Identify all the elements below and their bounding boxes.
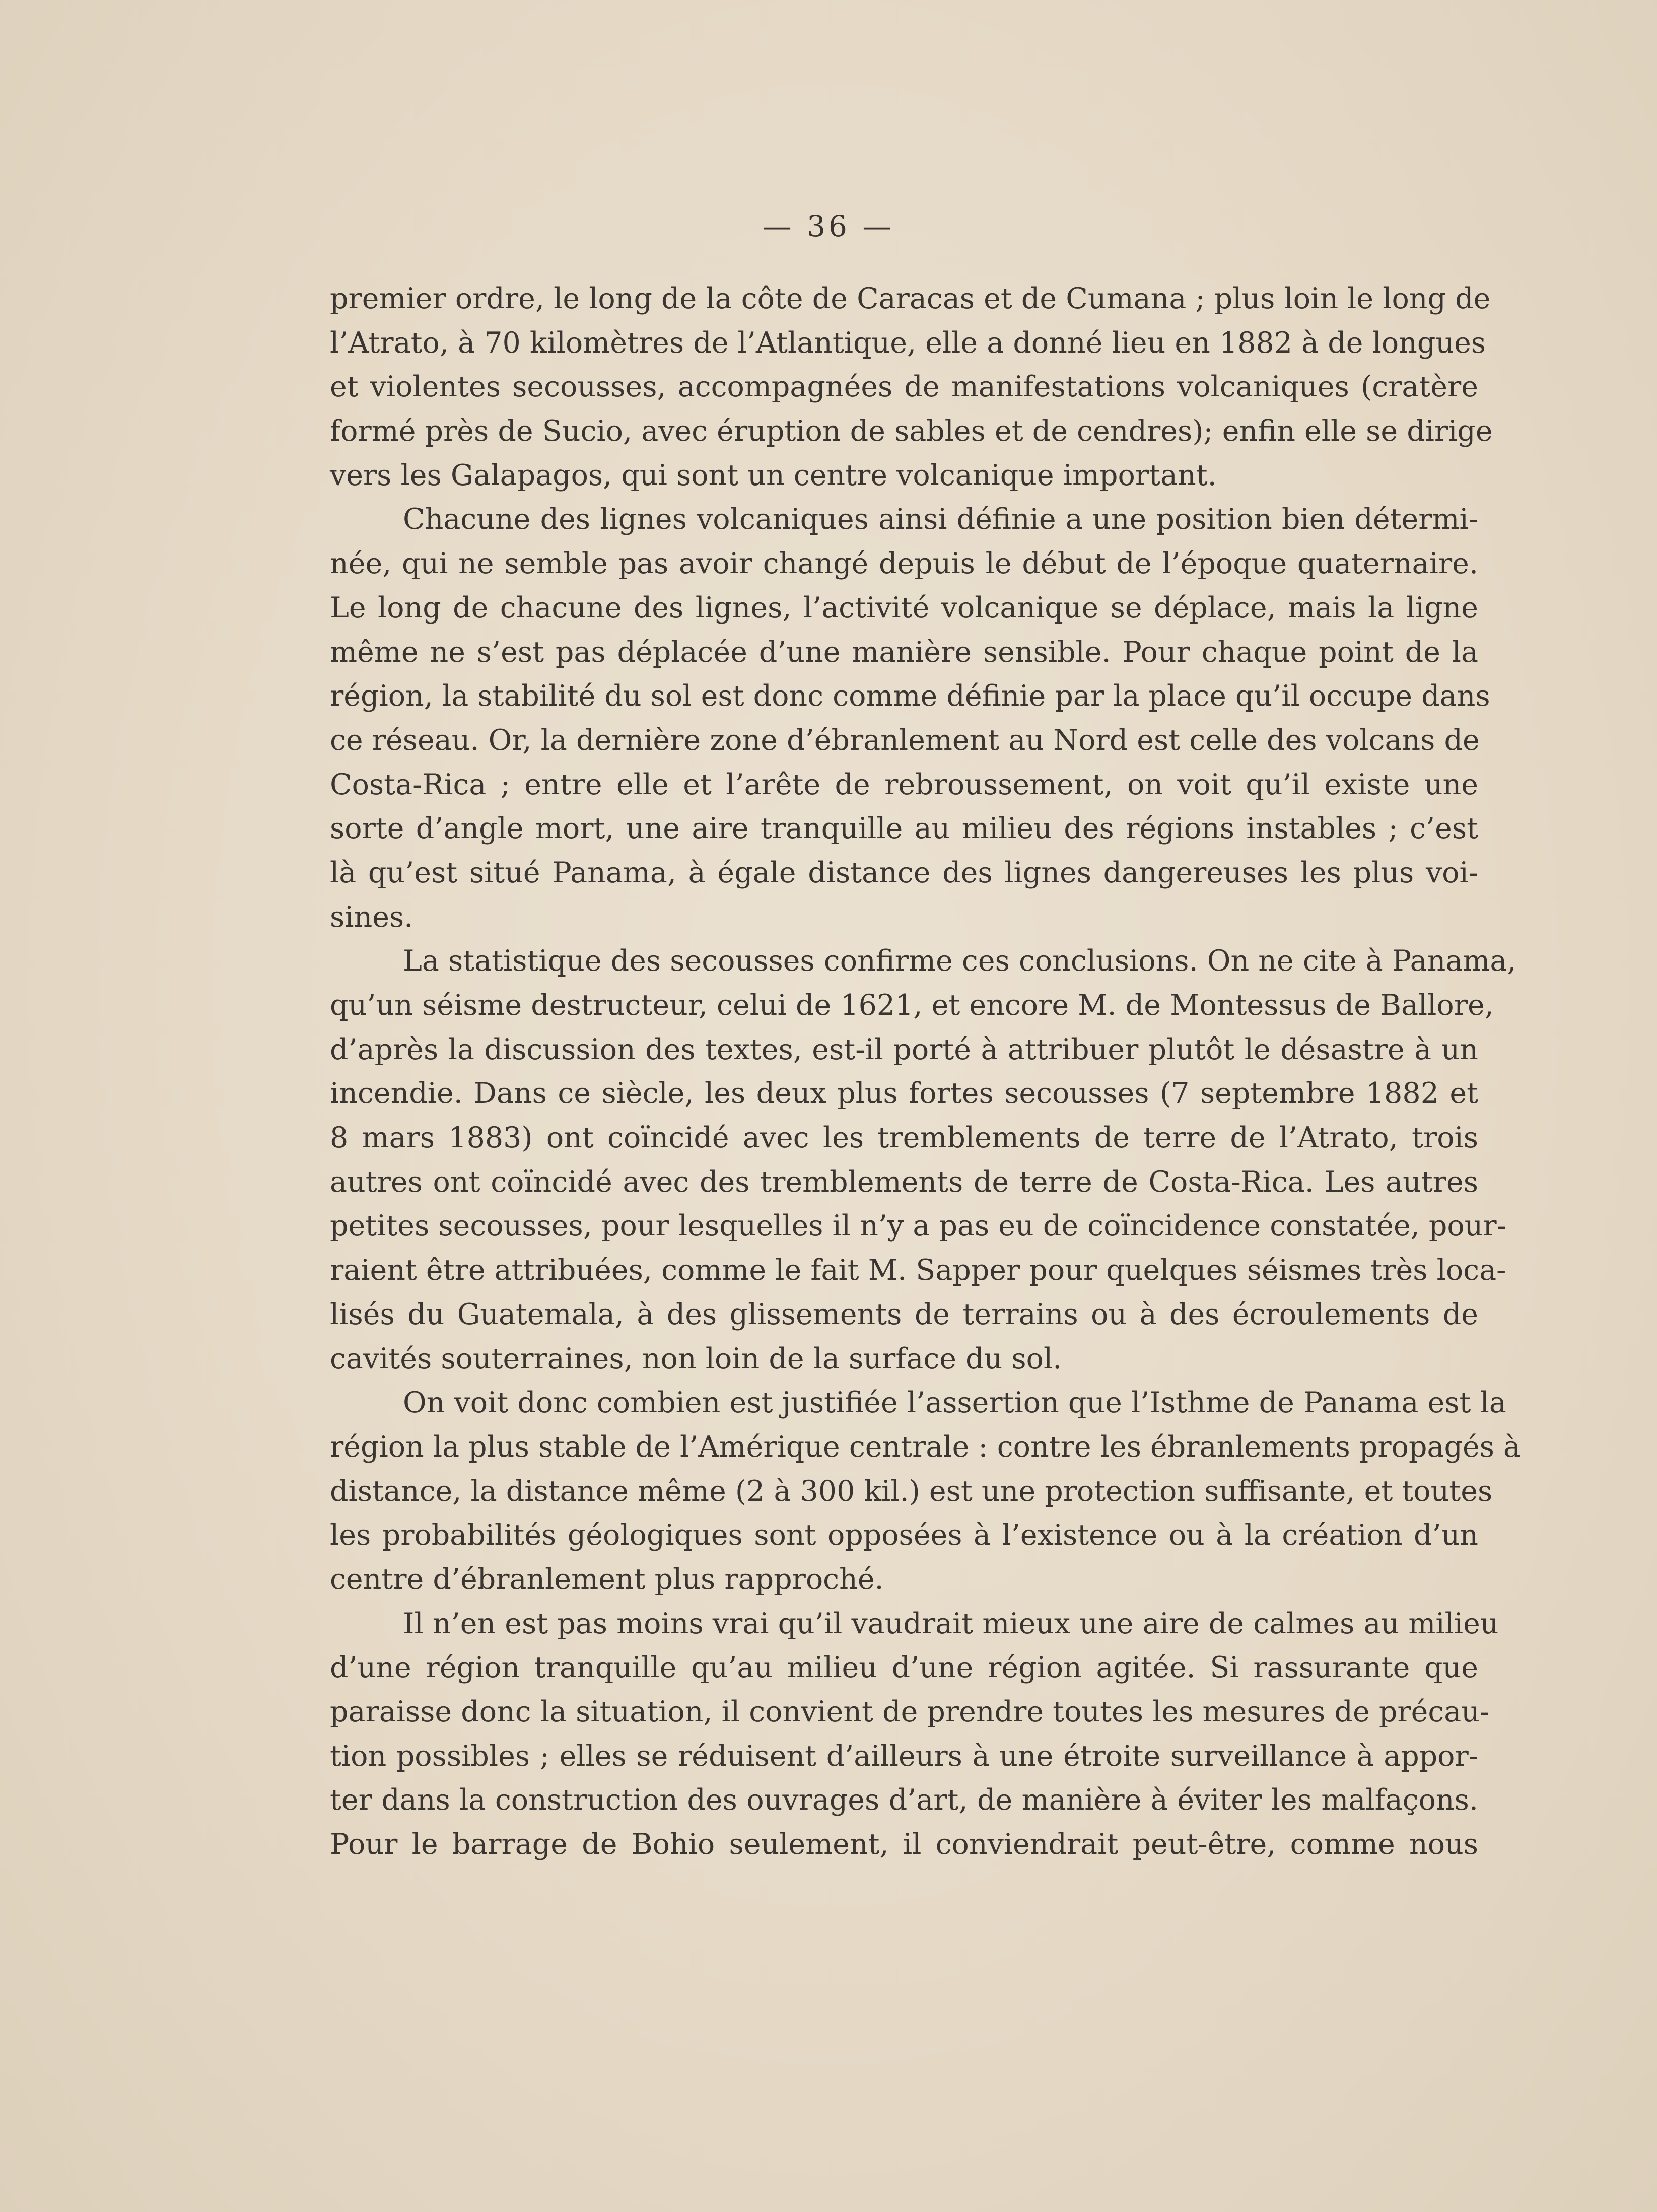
paragraph (330, 1602, 1499, 1867)
text-line: raient être attribuées, comme le fait M. Sapper pour quelques séismes très loca- (330, 1254, 1506, 1287)
text-line: Costa-Rica ; entre elle et l’arête de rebroussement, on voit qu’il existe une (330, 768, 1478, 801)
page-number: — 36 — (762, 209, 895, 243)
text-line: centre d’ébranlement plus rapproché. (330, 1562, 884, 1596)
text-line: distance, la distance même (2 à 300 kil.) est une protection suffisante, et toutes (330, 1474, 1493, 1508)
text-line: Le long de chacune des lignes, l’activité volcanique se déplace, mais la ligne (330, 591, 1478, 625)
paragraph (330, 277, 1493, 498)
text-line: et violentes secousses, accompagnées de manifestations volcaniques (cratère (330, 370, 1478, 404)
text-line: d’une région tranquille qu’au milieu d’une région agitée. Si rassurante que (330, 1651, 1478, 1685)
paragraph (330, 939, 1516, 1381)
text-line: La statistique des secousses confirme ces conclusions. On ne cite à Panama, (403, 944, 1516, 978)
text-line: ter dans la construction des ouvrages d’art, de manière à éviter les malfaçons. (330, 1783, 1478, 1817)
text-line: sorte d’angle mort, une aire tranquille au milieu des régions instables ; c’est (330, 812, 1478, 846)
text-line: autres ont coïncidé avec des tremblements de terre de Costa-Rica. Les autres (330, 1165, 1478, 1199)
text-line: l’Atrato, à 70 kilomètres de l’Atlantique, elle a donné lieu en 1882 à de longues (330, 326, 1486, 360)
text-line: tion possibles ; elles se réduisent d’ailleurs à une étroite surveillance à appor- (330, 1739, 1478, 1773)
text-line: d’après la discussion des textes, est-il porté à attribuer plutôt le désastre à un (330, 1032, 1478, 1066)
text-line: 8 mars 1883) ont coïncidé avec les tremblements de terre de l’Atrato, trois (330, 1121, 1478, 1155)
text-line: On voit donc combien est justifiée l’assertion que l’Isthme de Panama est la (403, 1386, 1506, 1420)
paragraph (330, 498, 1490, 939)
text-line: les probabilités géologiques sont opposées à l’existence ou à la création d’un (330, 1518, 1478, 1552)
text-line: formé près de Sucio, avec éruption de sables et de cendres); enfin elle se dirige (330, 414, 1493, 448)
text-line: région, la stabilité du sol est donc comme définie par la place qu’il occupe dans (330, 679, 1490, 713)
text-line: qu’un séisme destructeur, celui de 1621, et encore M. de Montessus de Ballore, (330, 989, 1494, 1022)
text-line: Il n’en est pas moins vrai qu’il vaudrait mieux une aire de calmes au milieu (403, 1607, 1499, 1640)
text-line: ce réseau. Or, la dernière zone d’ébranlement au Nord est celle des volcans de (330, 723, 1480, 757)
text-line: paraisse donc la situation, il convient de prendre toutes les mesures de précau- (330, 1695, 1490, 1729)
text-line: Pour le barrage de Bohio seulement, il conviendrait peut-être, comme nous (330, 1828, 1478, 1861)
text-line: même ne s’est pas déplacée d’une manière sensible. Pour chaque point de la (330, 635, 1478, 669)
text-line: là qu’est situé Panama, à égale distance des lignes dangereuses les plus voi- (330, 856, 1478, 889)
text-line: vers les Galapagos, qui sont un centre volcanique important. (330, 458, 1217, 492)
paragraph (330, 1381, 1521, 1602)
text-line: lisés du Guatemala, à des glissements de terrains ou à des écroulements de (330, 1297, 1478, 1331)
text-line: cavités souterraines, non loin de la surface du sol. (330, 1342, 1062, 1375)
body-text (330, 277, 1521, 1867)
text-line: premier ordre, le long de la côte de Caracas et de Cumana ; plus loin le long de (330, 282, 1491, 315)
text-line: Chacune des lignes volcaniques ainsi définie a une position bien détermi- (403, 503, 1478, 536)
text-line: sines. (330, 900, 413, 934)
text-line: née, qui ne semble pas avoir changé depuis le début de l’époque quaternaire. (330, 547, 1478, 581)
text-line: région la plus stable de l’Amérique centrale : contre les ébranlements propagés à (330, 1430, 1521, 1464)
text-line: petites secousses, pour lesquelles il n’y a pas eu de coïncidence constatée, pour- (330, 1209, 1506, 1243)
text-line: incendie. Dans ce siècle, les deux plus fortes secousses (7 septembre 1882 et (330, 1077, 1478, 1111)
